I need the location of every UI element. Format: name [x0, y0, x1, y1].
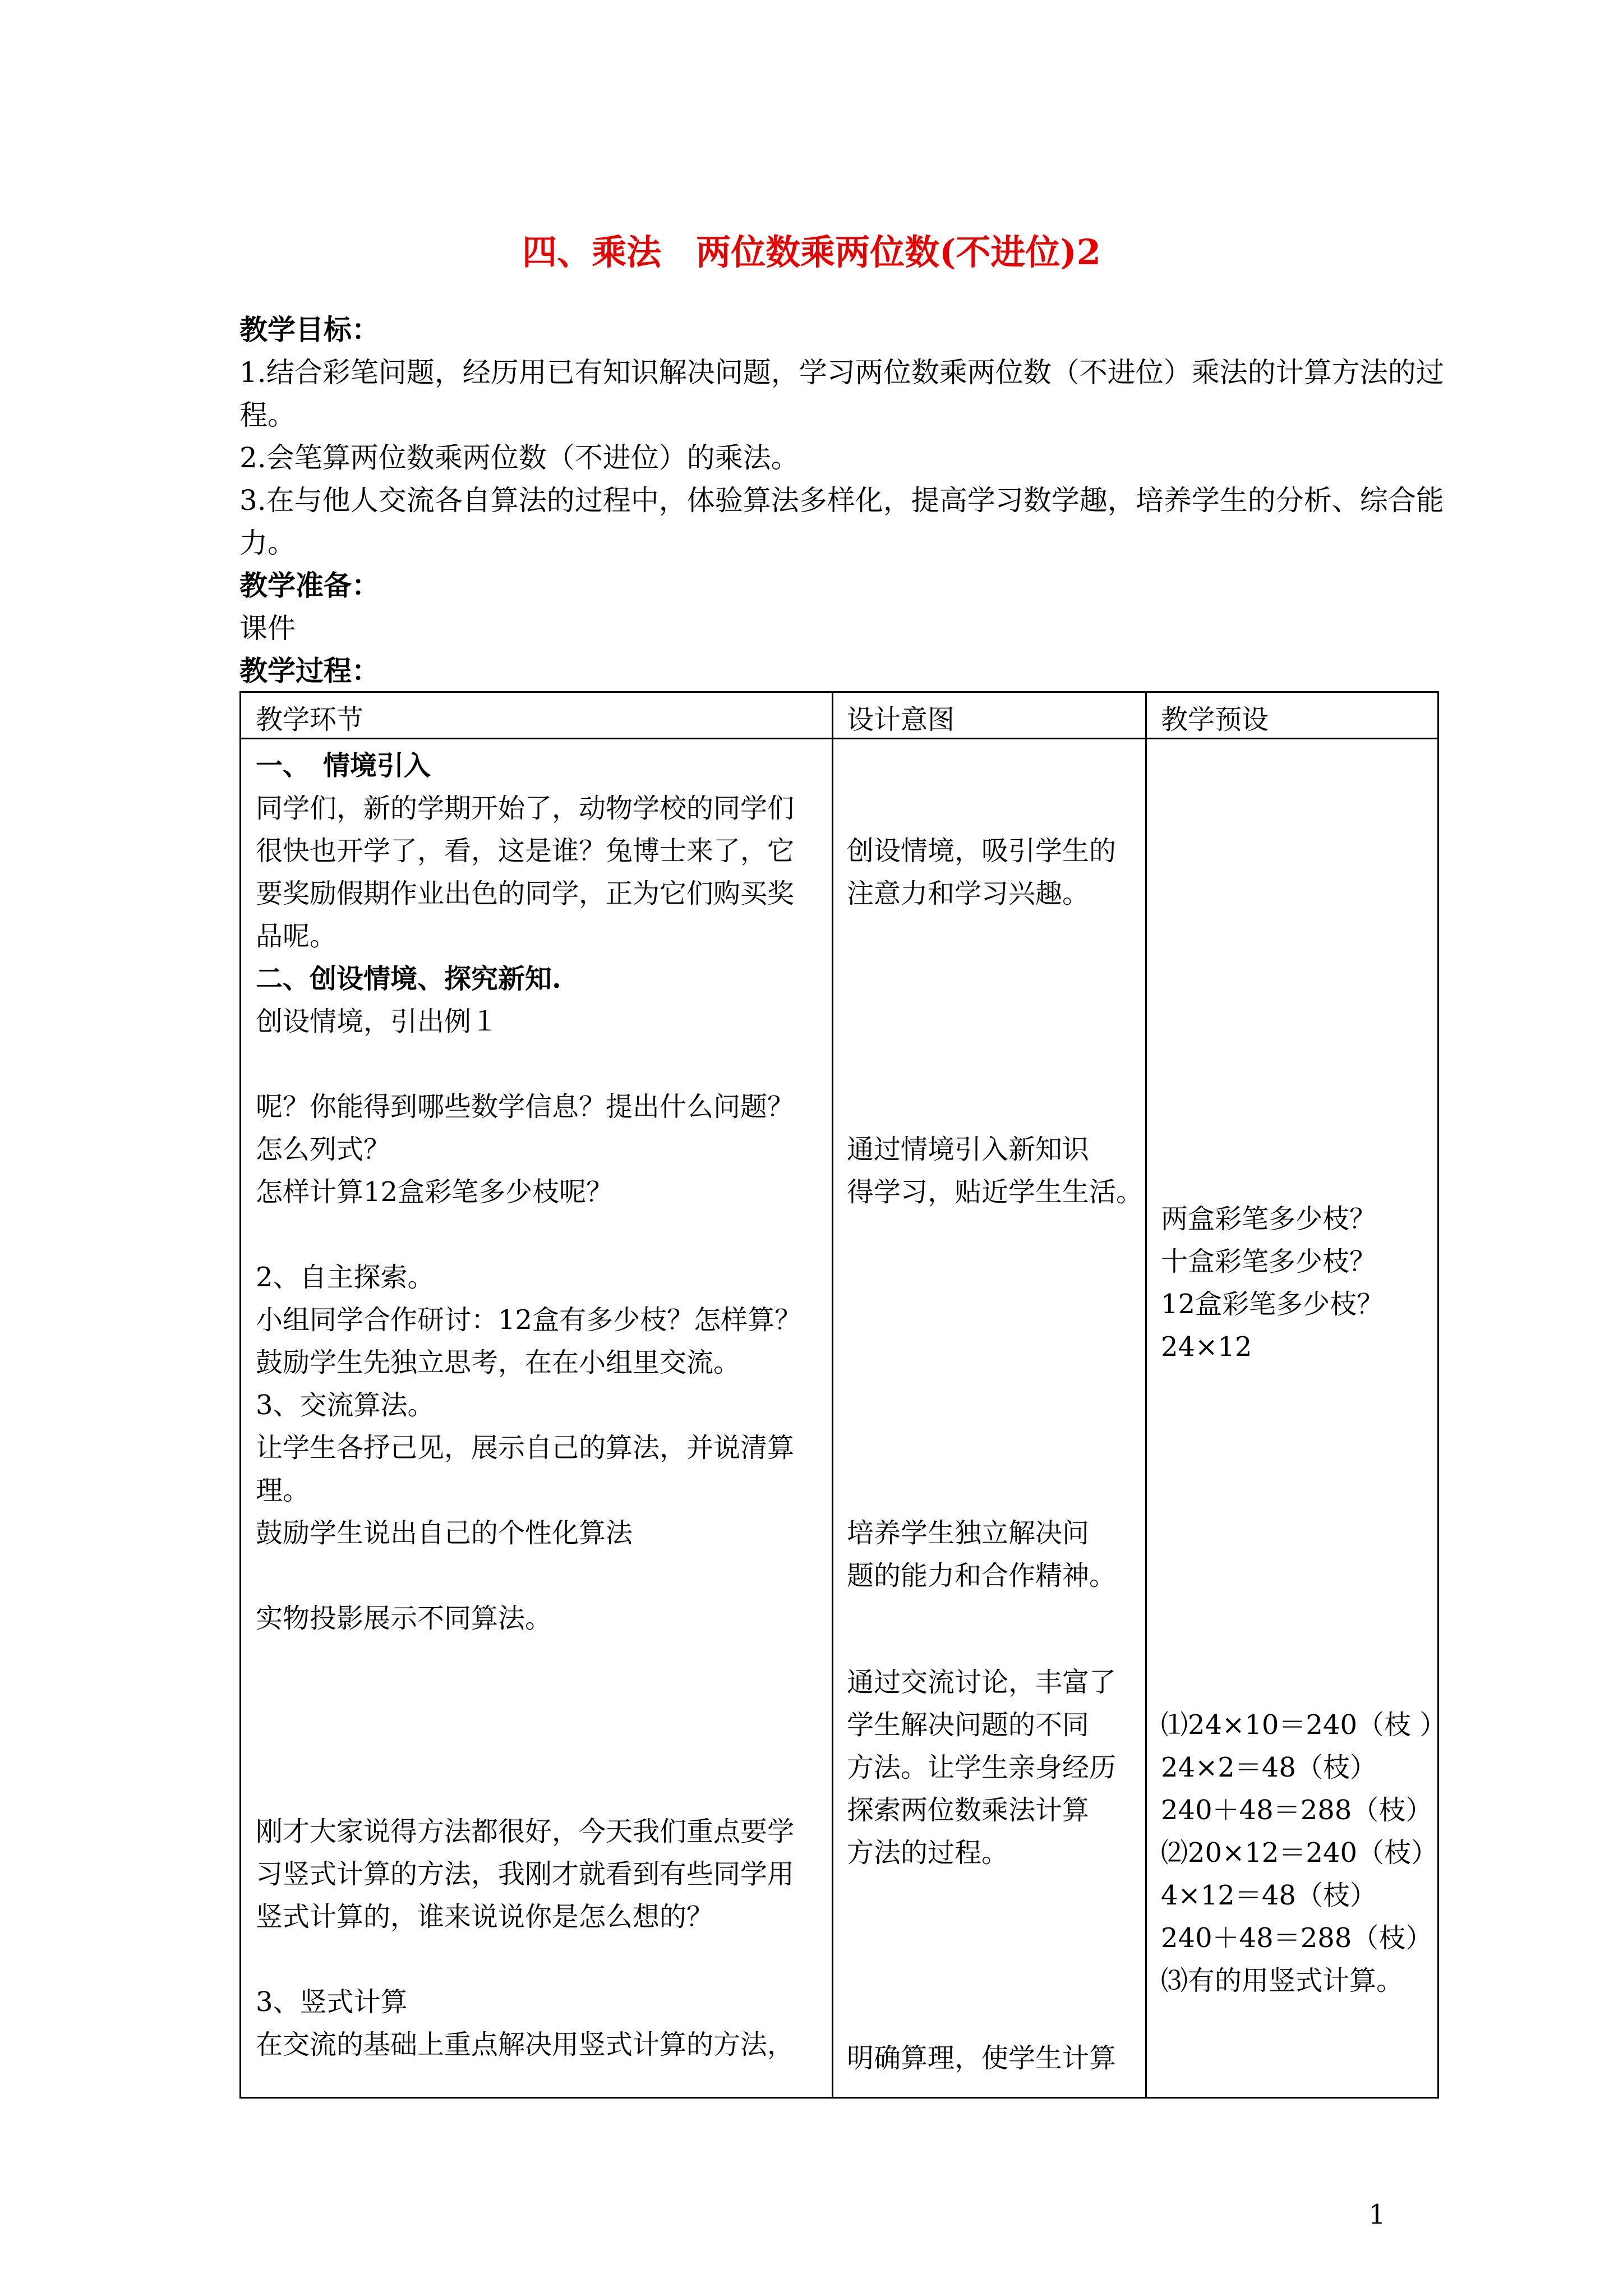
teaching-step-line: 鼓励学生先独立思考，在在小组里交流。 [256, 1347, 741, 1378]
teaching-step-line: 鼓励学生说出自己的个性化算法 [256, 1517, 633, 1549]
teaching-step-line [256, 1043, 825, 1085]
preparation-content: 课件 [239, 612, 296, 645]
teaching-preset-line: ⑴24×10＝240（枝 ） [1161, 1709, 1447, 1741]
teaching-step-line: 要奖励假期作业出色的同学，正为它们购买奖 [256, 878, 795, 909]
teaching-step-line [256, 1640, 825, 1682]
design-intent-line: 注意力和学习兴趣。 [847, 878, 1090, 909]
process-heading: 教学过程： [239, 654, 380, 687]
teaching-step-line: 怎样计算12盒彩笔多少枝呢？ [256, 1176, 614, 1208]
design-intent-block-4 [847, 1661, 1116, 1874]
design-intent-line: 方法。让学生亲身经历 [847, 1752, 1117, 1783]
teaching-preset-line: 12盒彩笔多少枝？ [1161, 1289, 1384, 1320]
teaching-preset-line: 两盒彩笔多少枝？ [1161, 1203, 1377, 1235]
teaching-step-line: 理。 [256, 1475, 310, 1506]
header-teaching-preset: 教学预设 [1161, 704, 1269, 735]
teaching-preset-line: 240＋48＝288（枝） [1161, 1795, 1433, 1826]
design-intent-line: 得学习，贴近学生生活。 [847, 1176, 1144, 1208]
intro-section [239, 309, 1445, 692]
teaching-step-line [256, 1682, 825, 1725]
teaching-step-line [256, 1213, 825, 1256]
objective-item-3: 3.在与他人交流各自算法的过程中，体验算法多样化，提高学习数学趣，培养学生的分析、综合能力。 [239, 484, 1444, 559]
teaching-step-line: 品呢。 [256, 921, 337, 952]
teaching-step-line: 怎么列式？ [256, 1134, 391, 1165]
teaching-step-line: 同学们，新的学期开始了，动物学校的同学们 [256, 793, 795, 824]
teaching-preset-line: 24×2＝48（枝） [1161, 1752, 1377, 1783]
teaching-preset-line: 24×12 [1161, 1331, 1252, 1363]
objective-item-1: 1.结合彩笔问题，经历用已有知识解决问题，学习两位数乘两位数（不进位）乘法的计算方法的过程。 [239, 356, 1444, 431]
teaching-step-line: 3、竖式计算 [256, 1986, 408, 2018]
teaching-step-line: 一、 情境引入 [256, 750, 431, 781]
design-intent-line: 学生解决问题的不同 [847, 1709, 1090, 1741]
design-intent-block-1 [847, 830, 1116, 915]
teaching-step-line: 二、创设情境、探究新知. [256, 963, 561, 995]
design-intent-block-2 [847, 1128, 1143, 1213]
design-intent-line: 通过情境引入新知识 [847, 1134, 1090, 1165]
teaching-step-line: 创设情境，引出例１ [256, 1006, 499, 1037]
objectives-heading: 教学目标： [239, 313, 380, 346]
teaching-step-line: 很快也开学了，看，这是谁？兔博士来了，它 [256, 835, 795, 867]
teaching-step-line: 刚才大家说得方法都很好，今天我们重点要学 [256, 1816, 795, 1847]
teaching-step-line [256, 1554, 825, 1597]
design-intent-block-3 [847, 1512, 1116, 1597]
design-intent-line: 培养学生独立解决问 [847, 1517, 1090, 1549]
design-intent-line: 探索两位数乘法计算 [847, 1795, 1090, 1826]
teaching-step-line: 让学生各抒己见，展示自己的算法，并说清算 [256, 1432, 795, 1464]
preparation-heading: 教学准备： [239, 569, 380, 602]
teaching-preset-line: 240＋48＝288（枝） [1161, 1922, 1433, 1954]
teaching-preset-line: 4×12＝48（枝） [1161, 1880, 1377, 1911]
teaching-step-line: 竖式计算的，谁来说说你是怎么想的？ [256, 1901, 714, 1932]
design-intent-line: 明确算理，使学生计算 [847, 2042, 1117, 2074]
teaching-preset-line: 十盒彩笔多少枝？ [1161, 1246, 1377, 1277]
teaching-step-line: 在交流的基础上重点解决用竖式计算的方法， [256, 2029, 795, 2060]
column-divider [1145, 693, 1147, 2097]
teaching-step-line: 实物投影展示不同算法。 [256, 1603, 552, 1634]
design-intent-line: 方法的过程。 [847, 1837, 1009, 1869]
teaching-step-line: 2、自主探索。 [256, 1262, 435, 1293]
page-title: 四、乘法 两位数乘两位数(不进位)2 [522, 232, 1101, 273]
teaching-step-line [256, 1768, 825, 1810]
design-intent-line: 题的能力和合作精神。 [847, 1560, 1117, 1591]
teaching-step-column [256, 744, 825, 2066]
teaching-preset-line: ⑵20×12＝240（枝） [1161, 1837, 1438, 1869]
teaching-process-table [239, 691, 1447, 2099]
teaching-step-line: 小组同学合作研讨：12盒有多少枝？怎样算？ [256, 1304, 802, 1336]
column-divider [832, 693, 833, 2097]
teaching-preset-block-1 [1161, 1198, 1384, 1368]
design-intent-line: 创设情境，吸引学生的 [847, 835, 1117, 867]
header-design-intent: 设计意图 [847, 704, 955, 735]
page-number: 1 [1368, 2199, 1386, 2230]
header-teaching-step: 教学环节 [256, 704, 364, 735]
teaching-step-line [256, 1938, 825, 1981]
teaching-step-line [256, 1725, 825, 1768]
objective-item-2: 2.会笔算两位数乘两位数（不进位）的乘法。 [239, 441, 799, 474]
teaching-step-line: 呢？你能得到哪些数学信息？提出什么问题？ [256, 1091, 795, 1122]
design-intent-block-5 [847, 2037, 1116, 2079]
teaching-preset-line: ⑶有的用竖式计算。 [1161, 1965, 1404, 1996]
design-intent-line: 通过交流讨论，丰富了 [847, 1667, 1117, 1698]
teaching-step-line: 3、交流算法。 [256, 1389, 435, 1421]
teaching-preset-block-2 [1161, 1704, 1446, 2002]
teaching-step-line: 习竖式计算的方法，我刚才就看到有些同学用 [256, 1858, 795, 1890]
